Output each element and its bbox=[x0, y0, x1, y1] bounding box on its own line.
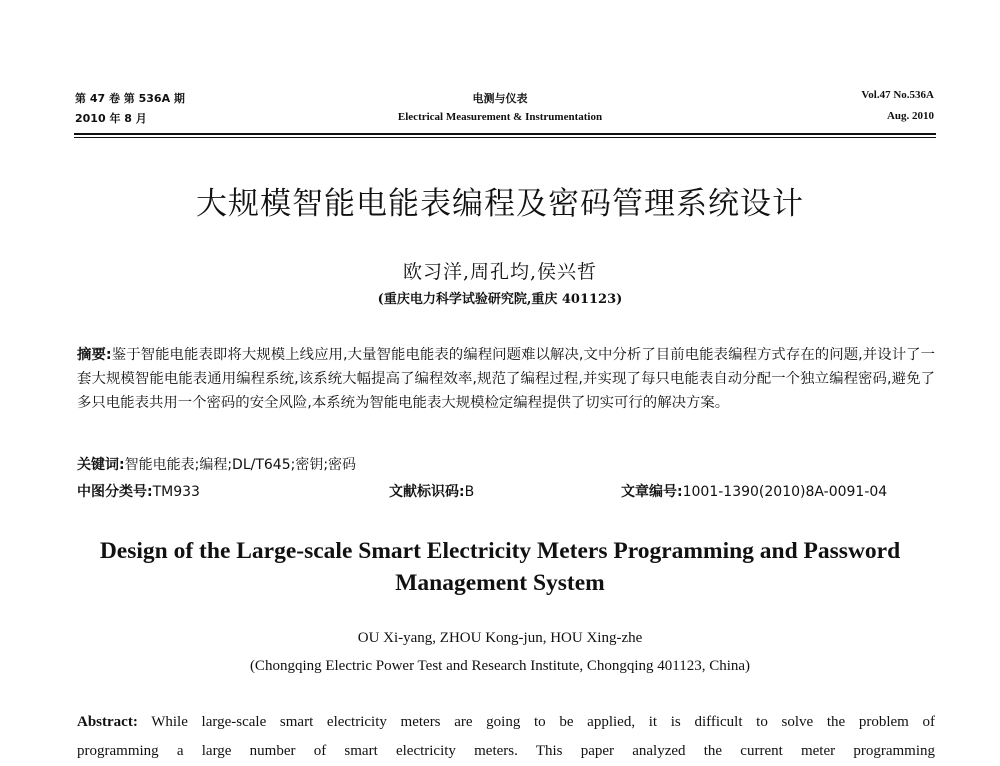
article-no-value: 1001-1390(2010)8A-0091-04 bbox=[682, 484, 888, 500]
abstract-en-line-1-text: While large-scale smart electricity meters are going to be applied, it is difficult to solve the problem of bbox=[151, 714, 935, 730]
date-en: Aug. 2010 bbox=[886, 110, 934, 122]
affiliation-cn: (重庆电力科学试验研究院,重庆 401123) bbox=[377, 292, 623, 307]
clc-value: TM933 bbox=[152, 484, 200, 500]
keywords-cn bbox=[77, 454, 356, 474]
title-en bbox=[0, 535, 1000, 599]
abstract-en bbox=[77, 708, 935, 766]
clc-number bbox=[77, 481, 200, 501]
keywords-label-cn: 关键词: bbox=[77, 457, 125, 473]
doc-code-value: B bbox=[464, 484, 475, 500]
abstract-text-cn: 鉴于智能电能表即将大规模上线应用,大量智能电能表的编程问题难以解决,文中分析了目前电能表编程方式存在的问题,并设计了一套大规模智能电能表通用编程系统,该系统大幅提高了编程效率,规范了编程过程,并实现了每只电能表自动分配一个独立编程密码,避免了多只电能表共用一个密码的安全风险,本系统为智能电能表大规模检定编程提供了切实可行的解决方案。 bbox=[77, 347, 935, 411]
article-number bbox=[621, 481, 887, 501]
keywords-text-cn: 智能电能表;编程;DL/T645;密钥;密码 bbox=[124, 457, 357, 473]
header-rule-thick bbox=[74, 133, 936, 135]
title-en-line-1: Design of the Large-scale Smart Electricity Meters Programming and Password bbox=[99, 538, 901, 564]
journal-name-en: Electrical Measurement & Instrumentation bbox=[397, 111, 603, 123]
volume-issue-en: Vol.47 No.536A bbox=[861, 89, 934, 101]
article-no-label: 文章编号: bbox=[621, 484, 683, 500]
clc-label: 中图分类号: bbox=[77, 484, 153, 500]
header-rule-thin bbox=[74, 137, 936, 138]
title-en-line-2: Management System bbox=[395, 570, 605, 596]
authors-cn: 欧习洋,周孔均,侯兴哲 bbox=[402, 261, 598, 283]
affiliation-en: (Chongqing Electric Power Test and Research Institute, Chongqing 401123, China) bbox=[249, 658, 751, 674]
title-cn: 大规模智能电能表编程及密码管理系统设计 bbox=[196, 186, 804, 222]
abstract-label-en: Abstract: bbox=[77, 714, 138, 730]
volume-issue-cn: 第 47 卷 第 536A 期 bbox=[75, 92, 185, 105]
authors-en: OU Xi-yang, ZHOU Kong-jun, HOU Xing-zhe bbox=[357, 630, 643, 646]
abstract-en-line-2: programming a large number of smart electricity meters. This paper analyzed the current meter programming bbox=[77, 743, 935, 759]
document-code bbox=[389, 481, 474, 501]
doc-code-label: 文献标识码: bbox=[389, 484, 465, 500]
abstract-cn bbox=[77, 343, 935, 415]
journal-name-cn: 电测与仪表 bbox=[472, 92, 528, 105]
abstract-label-cn: 摘要: bbox=[77, 347, 112, 363]
abstract-en-line-1 bbox=[77, 708, 935, 737]
date-cn: 2010 年 8 月 bbox=[75, 112, 147, 125]
